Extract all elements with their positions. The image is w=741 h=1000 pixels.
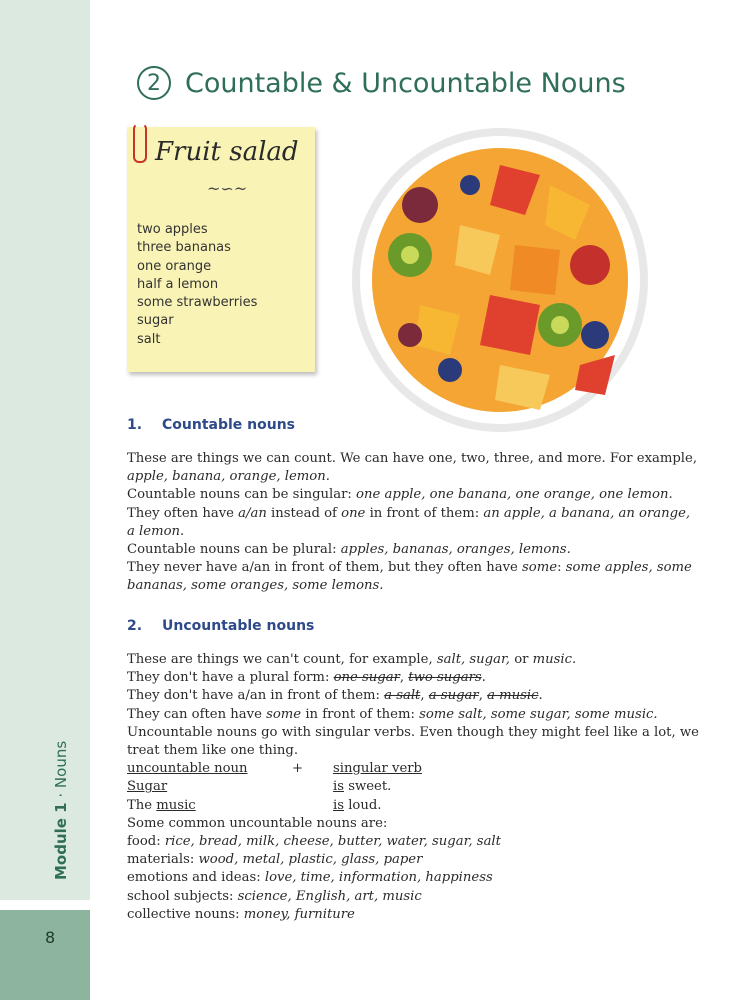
list-item: half a lemon [137,276,219,292]
page-title [137,66,626,100]
section-1-heading: 1. Countable nouns [127,417,296,433]
list-item: one orange [137,258,212,274]
section-1-body: These are things we can count. We can have one, two, three, and more. For example, apple, banana, orange, lemon. Countable nouns can be singular: one apple, one banana, one orange, one lemon. They often have a/an instead of one in front of them: an apple, a banana, an orange, a lemon. Countable nouns can be plural: apples, bananas, oranges, lemons. They never have a/an in front of them, but they often have some: some apples, some bananas, some oranges, some lemons. [127,451,698,594]
fruit-bowl-image [350,125,650,435]
table-row: Sugar is sweet. [127,779,392,795]
table-header: uncountable noun + singular verb [127,761,422,777]
ingredient-list [137,221,257,349]
section-2-body: These are things we can't count, for example, salt, sugar, or music. They don't have a plural form: one sugar, two sugars. They don't have a/an in front of them: a salt, a sugar, a music. They can often have some in front of them: some salt, some sugar, some music. Uncountable nouns go with singular verbs. Even though they might feel like a lot, we treat them like one thing. uncountable noun + singular verb Sugar is sweet. The music is loud. Some common uncountable nouns are: food: rice, bread, milk, cheese, butter, water, sugar, salt materials: wood, metal, plastic, glass, paper emotions and ideas: love, time, information, happiness school subjects: science, English, art, music collective nouns: money, furniture [127,652,699,922]
list-item: some strawberries [137,295,258,311]
list-item: salt [137,331,161,347]
sticky-note [127,127,315,372]
page-number: 8 [45,928,56,947]
title-text: Countable & Uncountable Nouns [185,67,626,99]
section-2-heading: 2. Uncountable nouns [127,618,315,634]
list-item: three bananas [137,240,231,256]
sidebar [0,0,90,900]
table-row: The music is loud. [127,797,382,813]
sidebar-footer [0,910,90,1000]
paperclip-icon [133,123,147,163]
title-number: 2 [137,66,171,100]
list-item: two apples [137,222,208,237]
module-label: Module 1 · Nouns [52,740,70,880]
note-title: Fruit salad [155,137,299,167]
list-item: sugar [137,313,174,329]
flourish-icon: ~∽~ [207,179,248,198]
